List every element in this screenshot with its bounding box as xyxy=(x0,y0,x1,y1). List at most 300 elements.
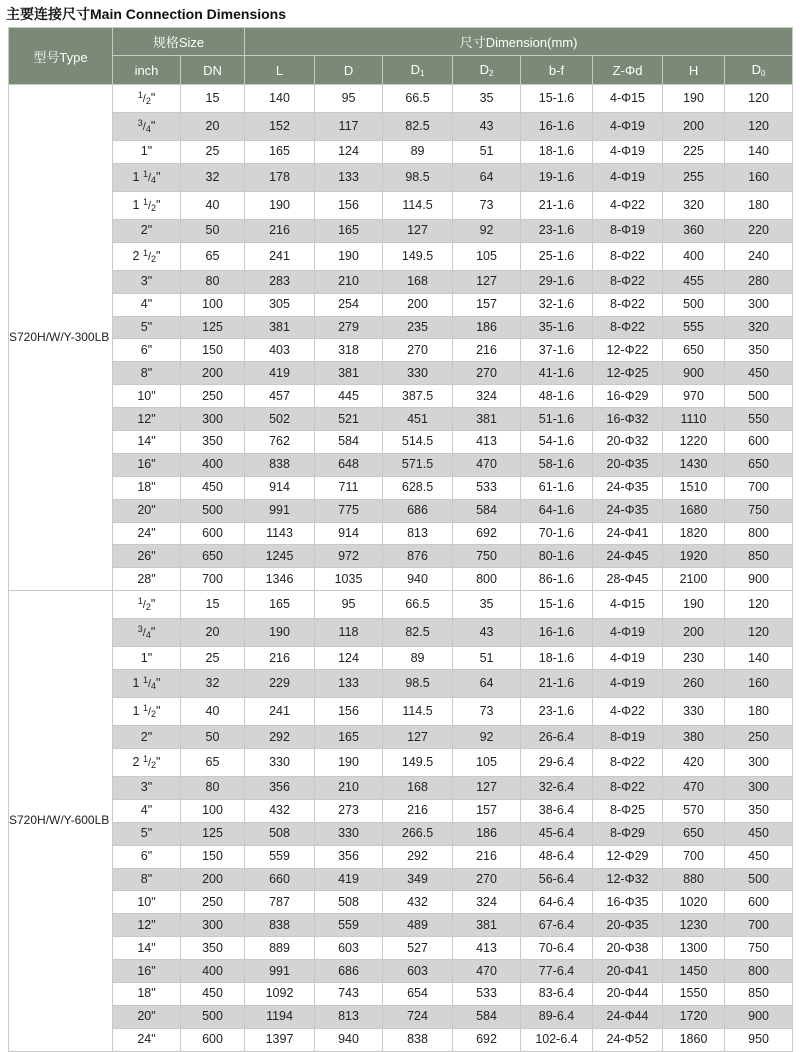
cell-z: 16-Φ32 xyxy=(593,408,663,431)
cell-l: 1143 xyxy=(245,522,315,545)
cell-d2: 692 xyxy=(453,522,521,545)
cell-d2: 270 xyxy=(453,362,521,385)
cell-l: 1245 xyxy=(245,545,315,568)
cell-l: 838 xyxy=(245,453,315,476)
cell-d2: 105 xyxy=(453,749,521,777)
cell-d: 133 xyxy=(315,163,383,191)
header-type: 型号Type xyxy=(9,28,113,85)
cell-d0: 120 xyxy=(725,591,793,619)
cell-l: 283 xyxy=(245,270,315,293)
cell-l: 502 xyxy=(245,408,315,431)
cell-bf: 51-1.6 xyxy=(521,408,593,431)
cell-d2: 584 xyxy=(453,499,521,522)
cell-d: 190 xyxy=(315,242,383,270)
cell-inch: $^1/_2$" xyxy=(113,85,181,113)
cell-bf: 32-6.4 xyxy=(521,777,593,800)
cell-d: 156 xyxy=(315,191,383,219)
cell-dn: 80 xyxy=(181,777,245,800)
cell-z: 4-Φ19 xyxy=(593,619,663,647)
cell-d2: 413 xyxy=(453,937,521,960)
table-row xyxy=(9,619,793,647)
table-row xyxy=(9,113,793,141)
cell-dn: 500 xyxy=(181,499,245,522)
table-row xyxy=(9,591,793,619)
model-cell: S720H/W/Y-600LB xyxy=(9,591,113,1051)
cell-d2: 470 xyxy=(453,453,521,476)
table-row xyxy=(9,293,793,316)
cell-d0: 850 xyxy=(725,545,793,568)
cell-bf: 77-6.4 xyxy=(521,960,593,983)
cell-l: 432 xyxy=(245,799,315,822)
cell-bf: 48-6.4 xyxy=(521,845,593,868)
cell-inch: 6" xyxy=(113,845,181,868)
cell-d0: 160 xyxy=(725,670,793,698)
cell-inch: 12" xyxy=(113,914,181,937)
cell-d1: 66.5 xyxy=(383,85,453,113)
cell-d0: 220 xyxy=(725,219,793,242)
cell-d0: 350 xyxy=(725,799,793,822)
cell-bf: 35-1.6 xyxy=(521,316,593,339)
cell-d1: 266.5 xyxy=(383,822,453,845)
table-row xyxy=(9,698,793,726)
cell-d2: 186 xyxy=(453,316,521,339)
table-row xyxy=(9,163,793,191)
cell-l: 152 xyxy=(245,113,315,141)
table-row xyxy=(9,822,793,845)
cell-bf: 16-1.6 xyxy=(521,619,593,647)
cell-d: 711 xyxy=(315,476,383,499)
cell-d0: 700 xyxy=(725,914,793,937)
cell-h: 1450 xyxy=(663,960,725,983)
header-size: 规格Size xyxy=(113,28,245,56)
cell-bf: 48-1.6 xyxy=(521,385,593,408)
table-row xyxy=(9,983,793,1006)
cell-inch: 14" xyxy=(113,937,181,960)
cell-z: 8-Φ22 xyxy=(593,242,663,270)
cell-d2: 35 xyxy=(453,85,521,113)
cell-inch: 20" xyxy=(113,1005,181,1028)
cell-z: 24-Φ44 xyxy=(593,1005,663,1028)
table-row xyxy=(9,385,793,408)
cell-inch: 1" xyxy=(113,141,181,164)
cell-d: 165 xyxy=(315,726,383,749)
table-row xyxy=(9,522,793,545)
cell-inch: 10" xyxy=(113,385,181,408)
cell-inch: 3" xyxy=(113,777,181,800)
cell-d2: 64 xyxy=(453,163,521,191)
table-row xyxy=(9,316,793,339)
cell-l: 381 xyxy=(245,316,315,339)
cell-bf: 29-1.6 xyxy=(521,270,593,293)
cell-h: 380 xyxy=(663,726,725,749)
cell-z: 12-Φ29 xyxy=(593,845,663,868)
cell-d1: 127 xyxy=(383,219,453,242)
cell-d: 124 xyxy=(315,141,383,164)
cell-d: 648 xyxy=(315,453,383,476)
cell-d: 95 xyxy=(315,85,383,113)
cell-bf: 37-1.6 xyxy=(521,339,593,362)
cell-d2: 533 xyxy=(453,983,521,1006)
cell-inch: $^3/_4$" xyxy=(113,113,181,141)
cell-h: 190 xyxy=(663,85,725,113)
cell-bf: 15-1.6 xyxy=(521,591,593,619)
cell-dn: 200 xyxy=(181,868,245,891)
cell-d: 1035 xyxy=(315,568,383,591)
cell-d: 559 xyxy=(315,914,383,937)
cell-inch: 24" xyxy=(113,522,181,545)
cell-z: 4-Φ19 xyxy=(593,670,663,698)
cell-d2: 73 xyxy=(453,191,521,219)
cell-bf: 18-1.6 xyxy=(521,647,593,670)
cell-bf: 86-1.6 xyxy=(521,568,593,591)
cell-dn: 20 xyxy=(181,619,245,647)
cell-d: 972 xyxy=(315,545,383,568)
cell-d0: 800 xyxy=(725,522,793,545)
cell-d0: 750 xyxy=(725,499,793,522)
cell-inch: 1 $^1/_4$" xyxy=(113,670,181,698)
header-d1: D1 xyxy=(383,56,453,85)
cell-dn: 150 xyxy=(181,339,245,362)
cell-d: 118 xyxy=(315,619,383,647)
cell-d1: 489 xyxy=(383,914,453,937)
cell-bf: 64-6.4 xyxy=(521,891,593,914)
cell-inch: 4" xyxy=(113,293,181,316)
cell-d1: 432 xyxy=(383,891,453,914)
cell-l: 241 xyxy=(245,242,315,270)
cell-d: 914 xyxy=(315,522,383,545)
cell-h: 470 xyxy=(663,777,725,800)
table-row xyxy=(9,891,793,914)
table-row xyxy=(9,476,793,499)
cell-h: 1680 xyxy=(663,499,725,522)
cell-dn: 500 xyxy=(181,1005,245,1028)
cell-inch: 18" xyxy=(113,476,181,499)
table-row xyxy=(9,339,793,362)
cell-h: 500 xyxy=(663,293,725,316)
cell-z: 8-Φ22 xyxy=(593,270,663,293)
header-h: H xyxy=(663,56,725,85)
cell-z: 4-Φ22 xyxy=(593,698,663,726)
cell-h: 650 xyxy=(663,822,725,845)
cell-inch: 26" xyxy=(113,545,181,568)
cell-l: 762 xyxy=(245,431,315,454)
cell-h: 190 xyxy=(663,591,725,619)
cell-d: 210 xyxy=(315,777,383,800)
cell-d1: 149.5 xyxy=(383,242,453,270)
cell-z: 16-Φ29 xyxy=(593,385,663,408)
cell-d2: 92 xyxy=(453,726,521,749)
cell-d0: 180 xyxy=(725,698,793,726)
cell-h: 1430 xyxy=(663,453,725,476)
cell-dn: 350 xyxy=(181,937,245,960)
cell-inch: 6" xyxy=(113,339,181,362)
cell-d1: 654 xyxy=(383,983,453,1006)
cell-d: 743 xyxy=(315,983,383,1006)
cell-inch: 5" xyxy=(113,822,181,845)
cell-d: 445 xyxy=(315,385,383,408)
cell-z: 12-Φ22 xyxy=(593,339,663,362)
cell-inch: 14" xyxy=(113,431,181,454)
cell-d: 124 xyxy=(315,647,383,670)
cell-h: 1550 xyxy=(663,983,725,1006)
cell-d0: 300 xyxy=(725,777,793,800)
cell-inch: 28" xyxy=(113,568,181,591)
cell-bf: 70-6.4 xyxy=(521,937,593,960)
header-z-phi-d: Z-Φd xyxy=(593,56,663,85)
cell-h: 225 xyxy=(663,141,725,164)
cell-dn: 350 xyxy=(181,431,245,454)
cell-d2: 92 xyxy=(453,219,521,242)
cell-h: 1920 xyxy=(663,545,725,568)
table-row xyxy=(9,1028,793,1051)
table-row xyxy=(9,431,793,454)
cell-d: 686 xyxy=(315,960,383,983)
cell-inch: 16" xyxy=(113,960,181,983)
cell-l: 660 xyxy=(245,868,315,891)
cell-l: 1346 xyxy=(245,568,315,591)
cell-d1: 89 xyxy=(383,647,453,670)
cell-d2: 381 xyxy=(453,914,521,937)
cell-d0: 300 xyxy=(725,749,793,777)
cell-bf: 70-1.6 xyxy=(521,522,593,545)
cell-dn: 450 xyxy=(181,983,245,1006)
cell-z: 20-Φ44 xyxy=(593,983,663,1006)
cell-d2: 51 xyxy=(453,647,521,670)
cell-d1: 127 xyxy=(383,726,453,749)
cell-bf: 25-1.6 xyxy=(521,242,593,270)
cell-z: 8-Φ22 xyxy=(593,293,663,316)
cell-d2: 43 xyxy=(453,113,521,141)
cell-d0: 550 xyxy=(725,408,793,431)
cell-l: 165 xyxy=(245,591,315,619)
cell-l: 1194 xyxy=(245,1005,315,1028)
cell-h: 1300 xyxy=(663,937,725,960)
cell-d: 775 xyxy=(315,499,383,522)
cell-h: 900 xyxy=(663,362,725,385)
cell-h: 1510 xyxy=(663,476,725,499)
table-row xyxy=(9,914,793,937)
cell-d1: 451 xyxy=(383,408,453,431)
cell-l: 190 xyxy=(245,191,315,219)
cell-z: 8-Φ25 xyxy=(593,799,663,822)
cell-dn: 150 xyxy=(181,845,245,868)
page-title: 主要连接尺寸Main Connection Dimensions xyxy=(6,6,287,22)
cell-inch: 4" xyxy=(113,799,181,822)
cell-h: 1220 xyxy=(663,431,725,454)
header-dimension: 尺寸Dimension(mm) xyxy=(245,28,793,56)
cell-d0: 700 xyxy=(725,476,793,499)
cell-z: 8-Φ29 xyxy=(593,822,663,845)
cell-l: 178 xyxy=(245,163,315,191)
cell-d0: 250 xyxy=(725,726,793,749)
cell-d0: 280 xyxy=(725,270,793,293)
cell-h: 1820 xyxy=(663,522,725,545)
header-dn: DN xyxy=(181,56,245,85)
table-row xyxy=(9,141,793,164)
cell-z: 4-Φ19 xyxy=(593,647,663,670)
cell-d: 419 xyxy=(315,868,383,891)
table-row xyxy=(9,937,793,960)
cell-d0: 240 xyxy=(725,242,793,270)
cell-inch: 1" xyxy=(113,647,181,670)
cell-d1: 724 xyxy=(383,1005,453,1028)
cell-l: 330 xyxy=(245,749,315,777)
cell-d0: 600 xyxy=(725,431,793,454)
cell-inch: 1 $^1/_2$" xyxy=(113,698,181,726)
cell-inch: 18" xyxy=(113,983,181,1006)
cell-d2: 470 xyxy=(453,960,521,983)
cell-d: 117 xyxy=(315,113,383,141)
cell-inch: $^1/_2$" xyxy=(113,591,181,619)
cell-h: 200 xyxy=(663,113,725,141)
cell-l: 787 xyxy=(245,891,315,914)
cell-dn: 250 xyxy=(181,891,245,914)
cell-d: 356 xyxy=(315,845,383,868)
cell-z: 4-Φ15 xyxy=(593,85,663,113)
table-row xyxy=(9,777,793,800)
cell-d1: 114.5 xyxy=(383,191,453,219)
cell-inch: 8" xyxy=(113,362,181,385)
model-cell: S720H/W/Y-300LB xyxy=(9,85,113,591)
cell-h: 360 xyxy=(663,219,725,242)
cell-d: 254 xyxy=(315,293,383,316)
cell-d: 521 xyxy=(315,408,383,431)
cell-h: 455 xyxy=(663,270,725,293)
table-row xyxy=(9,219,793,242)
cell-dn: 40 xyxy=(181,698,245,726)
table-row xyxy=(9,408,793,431)
cell-bf: 45-6.4 xyxy=(521,822,593,845)
cell-d0: 950 xyxy=(725,1028,793,1051)
cell-bf: 83-6.4 xyxy=(521,983,593,1006)
cell-d: 318 xyxy=(315,339,383,362)
cell-d0: 450 xyxy=(725,845,793,868)
cell-d0: 450 xyxy=(725,362,793,385)
cell-h: 400 xyxy=(663,242,725,270)
cell-dn: 650 xyxy=(181,545,245,568)
cell-z: 24-Φ35 xyxy=(593,499,663,522)
cell-h: 255 xyxy=(663,163,725,191)
cell-h: 1230 xyxy=(663,914,725,937)
cell-inch: 12" xyxy=(113,408,181,431)
cell-d: 330 xyxy=(315,822,383,845)
cell-d: 210 xyxy=(315,270,383,293)
cell-h: 970 xyxy=(663,385,725,408)
cell-d2: 584 xyxy=(453,1005,521,1028)
cell-d0: 450 xyxy=(725,822,793,845)
cell-d0: 140 xyxy=(725,141,793,164)
cell-z: 8-Φ22 xyxy=(593,777,663,800)
cell-bf: 80-1.6 xyxy=(521,545,593,568)
cell-d0: 300 xyxy=(725,293,793,316)
cell-h: 650 xyxy=(663,339,725,362)
cell-d2: 127 xyxy=(453,270,521,293)
cell-dn: 32 xyxy=(181,670,245,698)
cell-l: 403 xyxy=(245,339,315,362)
cell-d1: 349 xyxy=(383,868,453,891)
cell-l: 229 xyxy=(245,670,315,698)
cell-d1: 387.5 xyxy=(383,385,453,408)
cell-d2: 127 xyxy=(453,777,521,800)
cell-z: 24-Φ45 xyxy=(593,545,663,568)
cell-d1: 292 xyxy=(383,845,453,868)
table-row xyxy=(9,960,793,983)
cell-d2: 324 xyxy=(453,891,521,914)
cell-d2: 157 xyxy=(453,799,521,822)
cell-d1: 686 xyxy=(383,499,453,522)
cell-bf: 56-6.4 xyxy=(521,868,593,891)
cell-d: 95 xyxy=(315,591,383,619)
table-row xyxy=(9,545,793,568)
cell-l: 419 xyxy=(245,362,315,385)
cell-z: 28-Φ45 xyxy=(593,568,663,591)
cell-l: 889 xyxy=(245,937,315,960)
cell-d: 584 xyxy=(315,431,383,454)
cell-bf: 67-6.4 xyxy=(521,914,593,937)
cell-z: 4-Φ22 xyxy=(593,191,663,219)
cell-l: 838 xyxy=(245,914,315,937)
cell-z: 16-Φ35 xyxy=(593,891,663,914)
cell-d1: 168 xyxy=(383,270,453,293)
table-row xyxy=(9,726,793,749)
cell-d1: 571.5 xyxy=(383,453,453,476)
cell-h: 330 xyxy=(663,698,725,726)
cell-h: 1110 xyxy=(663,408,725,431)
cell-bf: 54-1.6 xyxy=(521,431,593,454)
cell-d1: 98.5 xyxy=(383,670,453,698)
cell-dn: 15 xyxy=(181,591,245,619)
cell-inch: 16" xyxy=(113,453,181,476)
cell-d: 156 xyxy=(315,698,383,726)
cell-inch: 10" xyxy=(113,891,181,914)
cell-d0: 600 xyxy=(725,891,793,914)
table-row xyxy=(9,242,793,270)
cell-l: 305 xyxy=(245,293,315,316)
dimensions-table xyxy=(8,27,793,1052)
cell-d2: 324 xyxy=(453,385,521,408)
cell-inch: 5" xyxy=(113,316,181,339)
header-bf: b-f xyxy=(521,56,593,85)
cell-d1: 82.5 xyxy=(383,113,453,141)
cell-l: 914 xyxy=(245,476,315,499)
cell-h: 570 xyxy=(663,799,725,822)
cell-d: 813 xyxy=(315,1005,383,1028)
cell-l: 216 xyxy=(245,219,315,242)
cell-d0: 320 xyxy=(725,316,793,339)
cell-d: 273 xyxy=(315,799,383,822)
cell-bf: 23-1.6 xyxy=(521,219,593,242)
cell-dn: 65 xyxy=(181,749,245,777)
cell-d1: 82.5 xyxy=(383,619,453,647)
cell-l: 1092 xyxy=(245,983,315,1006)
cell-d1: 330 xyxy=(383,362,453,385)
cell-inch: 2 $^1/_2$" xyxy=(113,242,181,270)
cell-dn: 25 xyxy=(181,141,245,164)
cell-h: 1020 xyxy=(663,891,725,914)
cell-dn: 600 xyxy=(181,1028,245,1051)
cell-d1: 628.5 xyxy=(383,476,453,499)
cell-d1: 114.5 xyxy=(383,698,453,726)
cell-dn: 400 xyxy=(181,453,245,476)
cell-l: 508 xyxy=(245,822,315,845)
cell-dn: 80 xyxy=(181,270,245,293)
cell-l: 991 xyxy=(245,960,315,983)
cell-dn: 15 xyxy=(181,85,245,113)
cell-z: 4-Φ19 xyxy=(593,163,663,191)
cell-d2: 35 xyxy=(453,591,521,619)
cell-l: 140 xyxy=(245,85,315,113)
cell-z: 8-Φ22 xyxy=(593,749,663,777)
